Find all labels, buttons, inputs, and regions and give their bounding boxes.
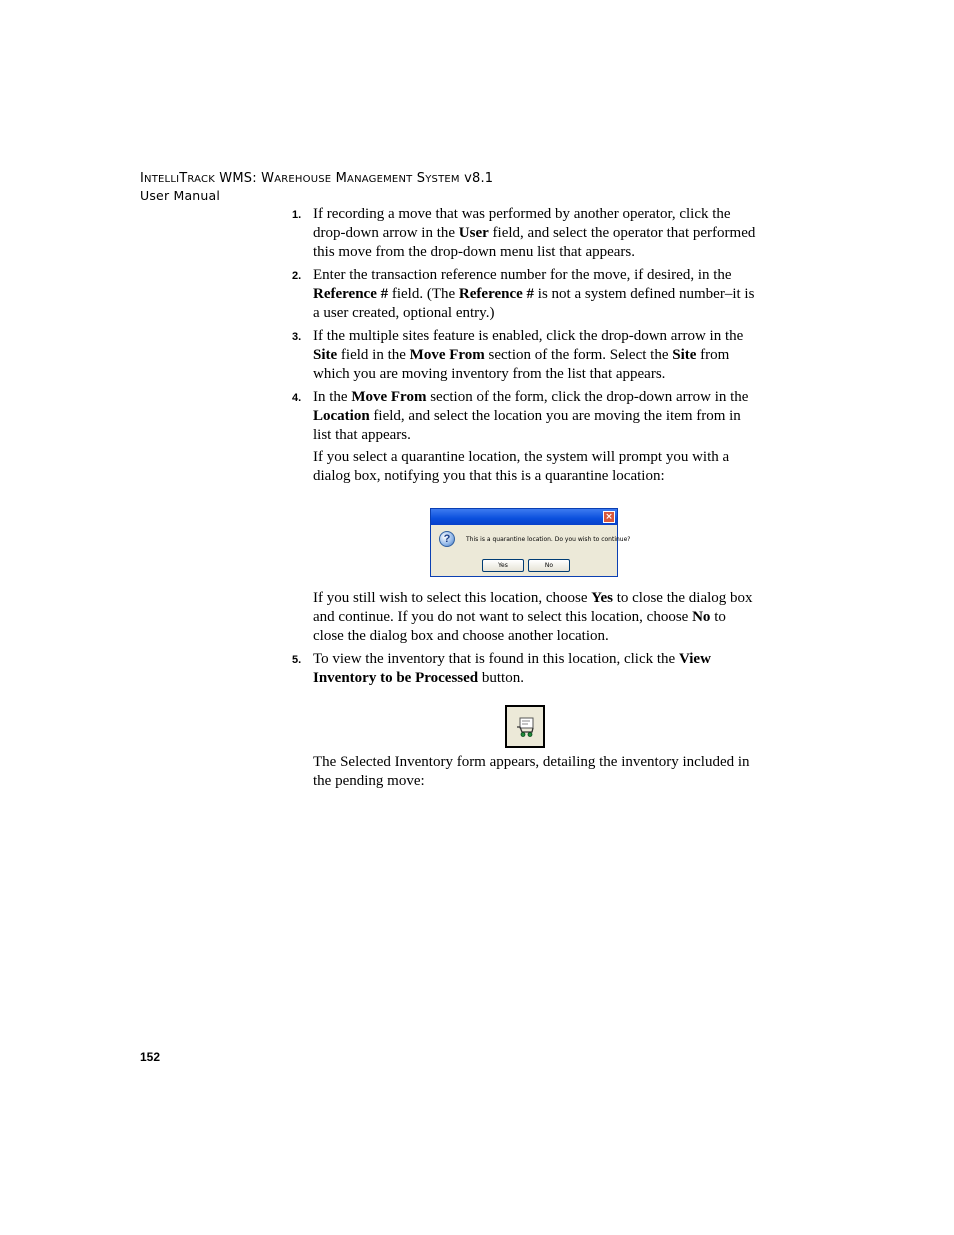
- question-icon: ?: [439, 531, 455, 547]
- step-5: [292, 650, 757, 688]
- running-header-title: INTELLITRACK WMS: WAREHOUSE MANAGEMENT SYSTEM v8.1: [140, 171, 494, 186]
- step-number: 5.: [292, 654, 302, 666]
- list-item: 2. Enter the transaction reference number for the move, if desired, in the Reference # field. (The Reference # is not a system defined number–it is a user created, optional entry.): [292, 267, 755, 321]
- running-header-subtitle: User Manual: [140, 188, 221, 203]
- quarantine-dialog: [430, 508, 631, 577]
- step-2: [292, 266, 757, 323]
- dialog-message: This is a quarantine location. Do you wish to continue?: [466, 536, 631, 543]
- list-item: 3. If the multiple sites feature is enabled, click the drop-down arrow in the Site field in the Move From section of the form. Select the Site from which you are moving inventory from the list that appears.: [292, 328, 744, 382]
- step-3: [292, 327, 757, 384]
- step-number: 1.: [292, 209, 302, 221]
- closing-note: The Selected Inventory form appears, detailing the inventory included in the pending move:: [313, 754, 750, 789]
- view-inventory-cart-icon: [515, 716, 537, 738]
- step-4: [292, 388, 757, 445]
- view-inventory-button[interactable]: [505, 705, 545, 748]
- yes-button[interactable]: Yes: [482, 559, 524, 572]
- no-button[interactable]: No: [528, 559, 570, 572]
- step-number: 4.: [292, 392, 302, 404]
- list-item: 1. If recording a move that was performed by another operator, click the drop-down arrow in the User field, and select the operator that performed this move from the drop-down menu list that appears.: [292, 206, 756, 260]
- close-icon[interactable]: ×: [603, 511, 615, 523]
- step-1: [292, 205, 757, 262]
- list-item: 5. To view the inventory that is found in this location, click the View Inventory to be Processed button.: [292, 651, 711, 686]
- list-item: 4. In the Move From section of the form, click the drop-down arrow in the Location field, and select the location you are moving the item from in list that appears.: [292, 389, 749, 443]
- dialog-titlebar: [431, 509, 617, 525]
- quarantine-note: If you select a quarantine location, the system will prompt you with a dialog box, notifying you that this is a quarantine location:: [313, 449, 730, 484]
- step-number: 3.: [292, 331, 302, 343]
- page-number: 152: [140, 1050, 161, 1064]
- step-number: 2.: [292, 270, 302, 282]
- continue-note: If you still wish to select this location, choose Yes to close the dialog box and continue. If you do not want to select this location, choose No to close the dialog box and choose another location.: [313, 590, 753, 644]
